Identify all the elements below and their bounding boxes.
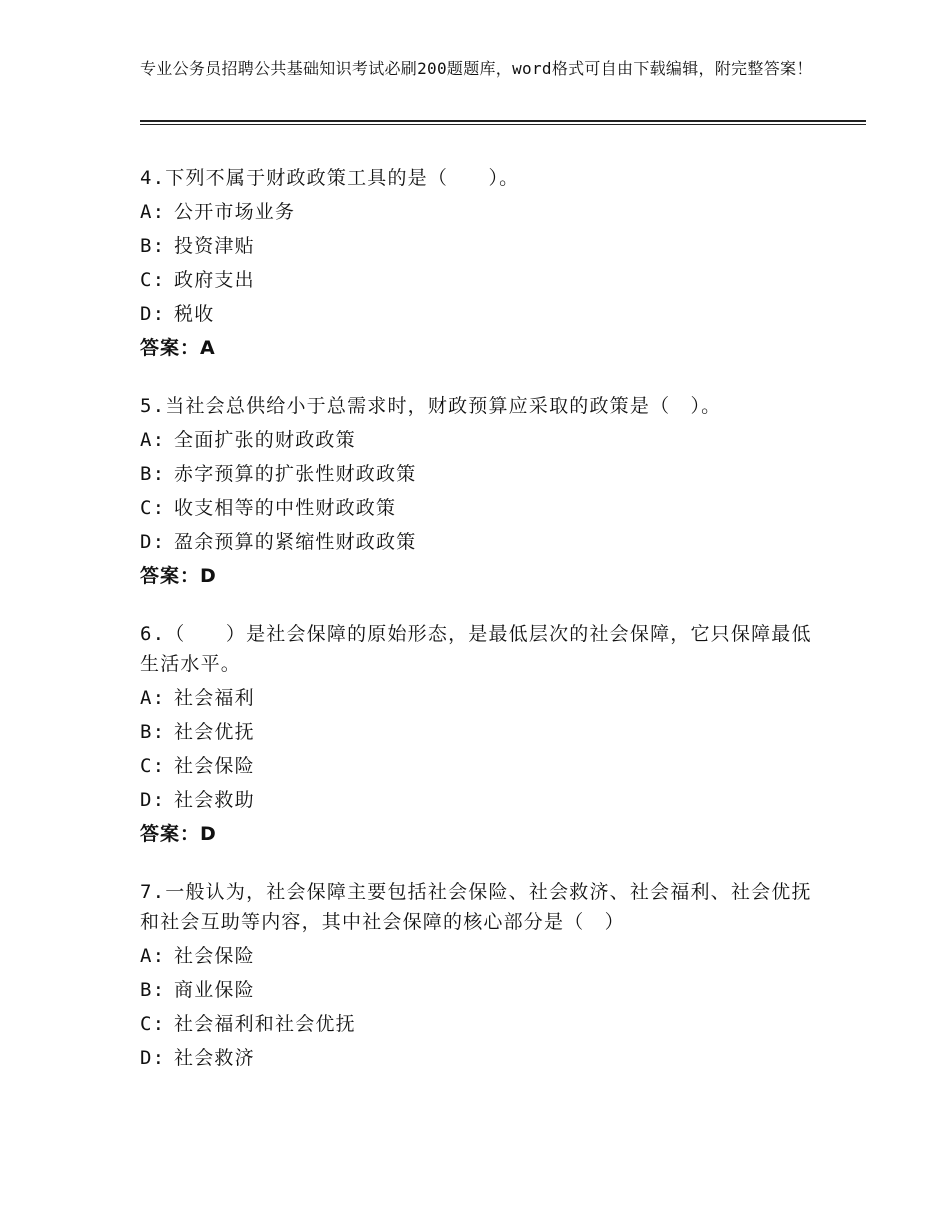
question-7	[140, 877, 820, 1073]
option-d	[140, 1043, 820, 1073]
option-text: 社会福利	[174, 687, 255, 709]
option-c	[140, 265, 820, 295]
option-text: 政府支出	[174, 269, 255, 291]
option-text: 社会保险	[174, 945, 255, 967]
option-letter: D:	[140, 789, 166, 811]
option-letter: C:	[140, 269, 166, 291]
answer-label: 答案：	[140, 337, 201, 359]
option-text: 社会救济	[174, 1047, 255, 1069]
option-b	[140, 459, 820, 489]
option-text: 社会保险	[174, 755, 255, 777]
option-a	[140, 683, 820, 713]
header-divider-thin	[140, 124, 866, 125]
option-a	[140, 941, 820, 971]
option-text: 税收	[174, 303, 215, 325]
answer-label: 答案：	[140, 823, 201, 845]
option-text: 盈余预算的紧缩性财政政策	[174, 531, 417, 553]
option-letter: D:	[140, 1047, 166, 1069]
option-text: 投资津贴	[174, 235, 255, 257]
option-letter: B:	[140, 979, 166, 1001]
option-text: 公开市场业务	[174, 201, 296, 223]
option-text: 社会优抚	[174, 721, 255, 743]
option-a	[140, 197, 820, 227]
option-b	[140, 231, 820, 261]
question-stem: 5.当社会总供给小于总需求时，财政预算应采取的政策是（ ）。	[140, 395, 722, 417]
option-text: 社会救助	[174, 789, 255, 811]
option-letter: D:	[140, 531, 166, 553]
option-letter: B:	[140, 463, 166, 485]
option-c	[140, 1009, 820, 1039]
question-list	[140, 163, 820, 1101]
option-letter: C:	[140, 755, 166, 777]
answer-value: D	[200, 565, 217, 587]
option-text: 全面扩张的财政政策	[174, 429, 356, 451]
option-letter: C:	[140, 1013, 166, 1035]
option-c	[140, 751, 820, 781]
option-d	[140, 527, 820, 557]
option-letter: B:	[140, 721, 166, 743]
question-5	[140, 391, 820, 591]
question-6	[140, 619, 820, 849]
option-d	[140, 785, 820, 815]
option-letter: A:	[140, 687, 166, 709]
answer-line	[140, 333, 820, 363]
option-letter: C:	[140, 497, 166, 519]
answer-line	[140, 819, 820, 849]
answer-label: 答案：	[140, 565, 201, 587]
option-a	[140, 425, 820, 455]
document-header: 专业公务员招聘公共基础知识考试必刷200题题库，word格式可自由下载编辑，附完整答案！	[140, 59, 813, 78]
option-letter: A:	[140, 201, 166, 223]
header-divider-thick	[140, 120, 866, 122]
option-text: 赤字预算的扩张性财政政策	[174, 463, 417, 485]
answer-value: D	[200, 823, 217, 845]
answer-value: A	[200, 337, 216, 359]
option-letter: B:	[140, 235, 166, 257]
question-stem: 7.一般认为，社会保障主要包括社会保险、社会救济、社会福利、社会优抚和社会互助等内容，其中社会保障的核心部分是（ ）	[140, 881, 812, 933]
option-text: 商业保险	[174, 979, 255, 1001]
question-stem: 6.（ ）是社会保障的原始形态，是最低层次的社会保障，它只保障最低生活水平。	[140, 623, 812, 675]
answer-line	[140, 561, 820, 591]
option-letter: D:	[140, 303, 166, 325]
option-d	[140, 299, 820, 329]
option-b	[140, 975, 820, 1005]
question-4	[140, 163, 820, 363]
option-c	[140, 493, 820, 523]
option-b	[140, 717, 820, 747]
question-stem: 4.下列不属于财政政策工具的是（ ）。	[140, 167, 520, 189]
option-text: 社会福利和社会优抚	[174, 1013, 356, 1035]
option-text: 收支相等的中性财政政策	[174, 497, 397, 519]
option-letter: A:	[140, 429, 166, 451]
option-letter: A:	[140, 945, 166, 967]
